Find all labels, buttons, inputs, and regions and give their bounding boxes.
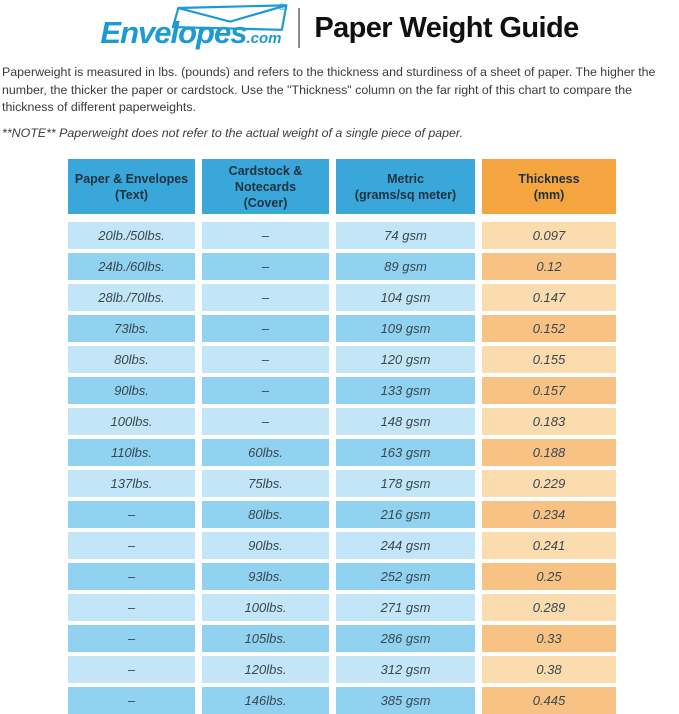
cell-thickness: 0.38 [482,656,616,683]
cell-paper-envelopes: 73lbs. [68,315,195,342]
column-header-paper-envelopes [68,159,195,214]
table-row [68,284,616,311]
cell-paper-envelopes: – [68,532,195,559]
cell-paper-envelopes: – [68,594,195,621]
cell-metric: 133 gsm [336,377,475,404]
cell-metric: 312 gsm [336,656,475,683]
cell-metric: 120 gsm [336,346,475,373]
column-header-line2: (mm) [533,187,565,202]
table-row [68,346,616,373]
cell-cardstock-notecards: – [202,253,329,280]
table-body [68,222,616,714]
cell-cardstock-notecards: 75lbs. [202,470,329,497]
cell-metric: 271 gsm [336,594,475,621]
table-row [68,563,616,590]
cell-cardstock-notecards: – [202,315,329,342]
column-header-metric [336,159,475,214]
cell-thickness: 0.188 [482,439,616,466]
table-row [68,253,616,280]
intro-note: **NOTE** Paperweight does not refer to the actual weight of a single piece of paper. [2,125,464,140]
cell-thickness: 0.25 [482,563,616,590]
column-header-line1: Paper & Envelopes [74,171,189,186]
cell-paper-envelopes: – [68,625,195,652]
cell-thickness: 0.155 [482,346,616,373]
cell-thickness: 0.12 [482,253,616,280]
column-header-line1: Metric [387,171,424,186]
intro-paragraph: Paperweight is measured in lbs. (pounds) and refers to the thickness and sturdiness of a sheet of paper. The higher the number, the thicker the paper or cardstock. Use the "Thickness" column on the far right of this chart to compare the thickness of different paperweights. [2,65,656,115]
table-row [68,687,616,714]
cell-metric: 109 gsm [336,315,475,342]
cell-cardstock-notecards: 80lbs. [202,501,329,528]
cell-metric: 89 gsm [336,253,475,280]
cell-paper-envelopes: 110lbs. [68,439,195,466]
column-header-line2: (Text) [114,187,149,202]
cell-cardstock-notecards: 120lbs. [202,656,329,683]
logo-tld: .com [246,30,282,47]
cell-thickness: 0.229 [482,470,616,497]
table-row [68,377,616,404]
table-row [68,625,616,652]
paper-weight-table [68,159,616,714]
cell-cardstock-notecards: – [202,377,329,404]
cell-paper-envelopes: 80lbs. [68,346,195,373]
cell-metric: 104 gsm [336,284,475,311]
cell-cardstock-notecards: – [202,284,329,311]
cell-metric: 178 gsm [336,470,475,497]
cell-thickness: 0.33 [482,625,616,652]
cell-metric: 74 gsm [336,222,475,249]
cell-paper-envelopes: – [68,501,195,528]
cell-cardstock-notecards: 60lbs. [202,439,329,466]
table-row [68,439,616,466]
cell-thickness: 0.097 [482,222,616,249]
cell-paper-envelopes: 28lb./70lbs. [68,284,195,311]
table-row [68,594,616,621]
intro-section [2,64,677,142]
cell-thickness: 0.152 [482,315,616,342]
cell-cardstock-notecards: – [202,408,329,435]
column-header-thickness [482,159,616,214]
column-header-line2: (grams/sq meter) [354,187,457,202]
cell-paper-envelopes: 24lb./60lbs. [68,253,195,280]
table-row [68,470,616,497]
cell-thickness: 0.183 [482,408,616,435]
header-divider [298,8,300,48]
cell-metric: 216 gsm [336,501,475,528]
cell-paper-envelopes: 137lbs. [68,470,195,497]
cell-metric: 244 gsm [336,532,475,559]
cell-cardstock-notecards: 105lbs. [202,625,329,652]
envelopes-logo [100,3,288,53]
column-header-line1: Thickness [518,171,580,186]
cell-paper-envelopes: 90lbs. [68,377,195,404]
cell-metric: 148 gsm [336,408,475,435]
column-header-cardstock-notecards [202,159,329,214]
cell-metric: 385 gsm [336,687,475,714]
cell-thickness: 0.289 [482,594,616,621]
cell-metric: 252 gsm [336,563,475,590]
cell-cardstock-notecards: 100lbs. [202,594,329,621]
table-row [68,222,616,249]
cell-thickness: 0.157 [482,377,616,404]
cell-thickness: 0.147 [482,284,616,311]
cell-thickness: 0.241 [482,532,616,559]
cell-cardstock-notecards: 90lbs. [202,532,329,559]
cell-paper-envelopes: – [68,563,195,590]
cell-metric: 163 gsm [336,439,475,466]
table-row [68,315,616,342]
cell-paper-envelopes: – [68,656,195,683]
cell-paper-envelopes: – [68,687,195,714]
table-header-row [68,159,616,214]
logo-brand: Envelopes [100,15,247,50]
cell-cardstock-notecards: – [202,222,329,249]
cell-paper-envelopes: 20lb./50lbs. [68,222,195,249]
cell-cardstock-notecards: – [202,346,329,373]
table-row [68,501,616,528]
page-title: Paper Weight Guide [314,11,579,44]
cell-cardstock-notecards: 146lbs. [202,687,329,714]
column-header-line2: (Cover) [243,196,288,211]
table-row [68,408,616,435]
column-header-line1: Cardstock & Notecards [228,163,303,194]
table-row [68,532,616,559]
masthead [0,2,679,54]
table-row [68,656,616,683]
cell-cardstock-notecards: 93lbs. [202,563,329,590]
cell-metric: 286 gsm [336,625,475,652]
cell-thickness: 0.234 [482,501,616,528]
registered-mark: ® [278,2,286,12]
logo-wordmark [100,15,281,51]
cell-thickness: 0.445 [482,687,616,714]
cell-paper-envelopes: 100lbs. [68,408,195,435]
